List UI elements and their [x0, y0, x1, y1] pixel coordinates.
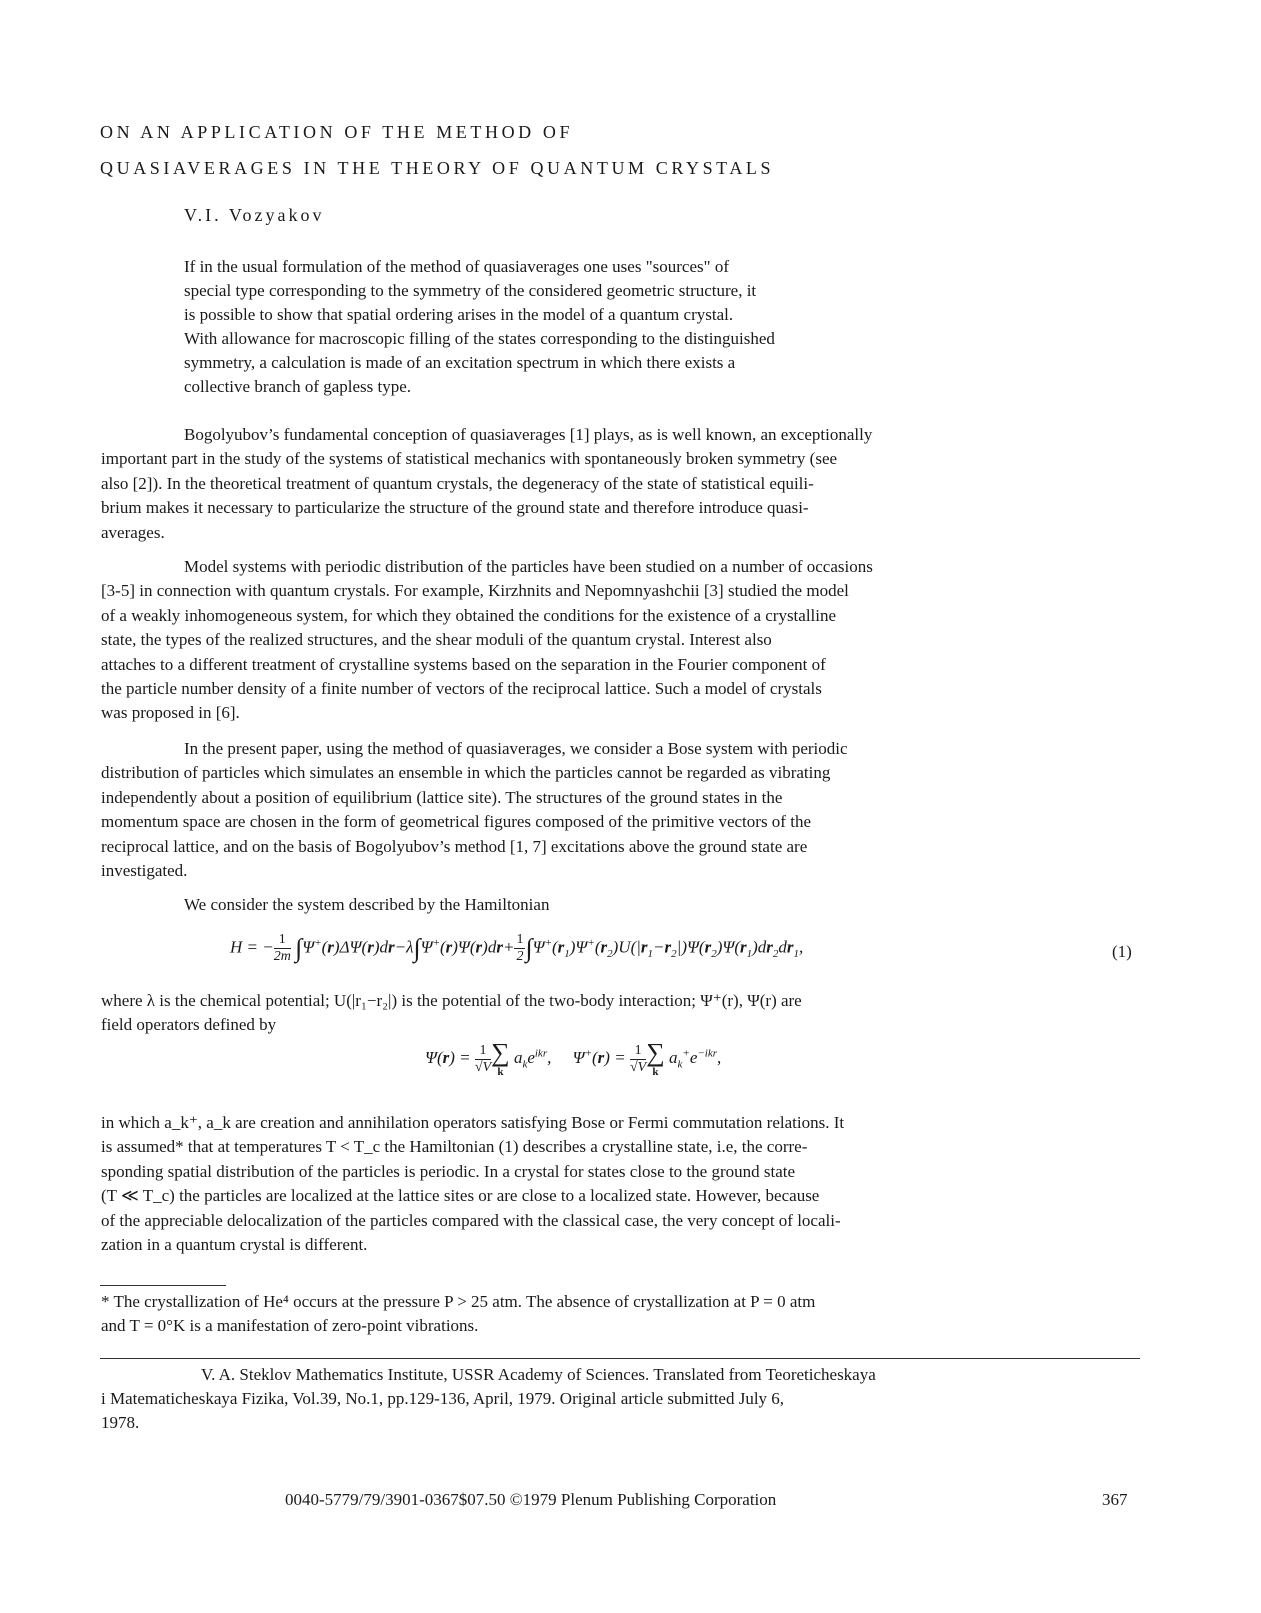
text-line: zation in a quantum crystal is different.	[101, 1235, 368, 1255]
abstract	[184, 255, 1004, 399]
affiliation-line: i Matematicheskaya Fizika, Vol.39, No.1, pp.129-136, April, 1979. Original article submitted July 6,	[101, 1389, 785, 1408]
affiliation-note	[101, 1363, 1141, 1435]
text-line: the particle number density of a finite number of vectors of the reciprocal lattice. Such a model of crystals	[101, 679, 822, 699]
text-line: attaches to a different treatment of crystalline systems based on the separation in the Fourier component of	[101, 654, 826, 674]
text-line: Bogolyubov’s fundamental conception of quasiaverages [1] plays, as is well known, an exceptionally	[184, 425, 873, 444]
text-line: also [2]). In the theoretical treatment of quantum crystals, the degeneracy of the state of statistical equili-	[101, 473, 814, 493]
text-line: where λ is the chemical potential; U(|r₁−r₂|) is the potential of the two-body interaction; Ψ⁺(r), Ψ(r) are	[101, 991, 802, 1010]
text-line: [3-5] in connection with quantum crystals. For example, Kirzhnits and Nepomnyashchii [3] studied the model	[101, 581, 849, 601]
abstract-line: symmetry, a calculation is made of an excitation spectrum in which there exists a	[184, 353, 736, 372]
paragraph-5	[101, 989, 1136, 1038]
text-line: brium makes it necessary to particularize the structure of the ground state and therefore introduce quasi-	[101, 498, 809, 518]
affiliation-line: 1978.	[101, 1413, 140, 1432]
text-line: is assumed* that at temperatures T < T_c the Hamiltonian (1) describes a crystalline state, i.e, the corre-	[101, 1137, 808, 1157]
footnote-line: * The crystallization of He⁴ occurs at the pressure P > 25 atm. The absence of crystallization at P = 0 atm	[101, 1292, 816, 1311]
text-line: We consider the system described by the Hamiltonian	[184, 895, 550, 914]
text-line: in which a_k⁺, a_k are creation and annihilation operators satisfying Bose or Fermi commutation relations. It	[101, 1113, 845, 1132]
paragraph-1	[101, 423, 1136, 545]
field-operator-equation: Ψ(r) = $\frac{1}{√V}$ ∑ k $a_ke^{ikr}$, Ψ+(r) = $\frac{1}{√V}$ ∑ k $a_k^+e^{-ikr}$,	[425, 1038, 722, 1078]
text-line: distribution of particles which simulates an ensemble in which the particles cannot be regarded as vibrating	[101, 763, 831, 783]
affiliation-rule	[100, 1358, 1140, 1359]
footnote-rule	[100, 1285, 226, 1286]
abstract-line: is possible to show that spatial ordering arises in the model of a quantum crystal.	[184, 305, 734, 324]
abstract-line: special type corresponding to the symmetry of the considered geometric structure, it	[184, 281, 757, 300]
text-line: of a weakly inhomogeneous system, for which they obtained the conditions for the existence of a crystalline	[101, 605, 837, 625]
paragraph-6	[101, 1111, 1136, 1257]
text-line: momentum space are chosen in the form of geometrical figures composed of the primitive vectors of the	[101, 812, 811, 832]
paragraph-4	[101, 893, 1136, 917]
abstract-line: If in the usual formulation of the method of quasiaverages one uses "sources" of	[184, 257, 729, 276]
author-name: V.I. Vozyakov	[184, 205, 325, 225]
text-line: In the present paper, using the method of quasiaverages, we consider a Bose system with periodic	[184, 739, 848, 758]
abstract-line: With allowance for macroscopic filling of the states corresponding to the distinguished	[184, 329, 775, 348]
text-line: reciprocal lattice, and on the basis of Bogolyubov’s method [1, 7] excitations above the ground state are	[101, 836, 808, 856]
text-line: Model systems with periodic distribution of the particles have been studied on a number of occasions	[184, 557, 873, 576]
text-line: state, the types of the realized structures, and the shear moduli of the quantum crystal. Interest also	[101, 630, 772, 650]
text-line: important part in the study of the systems of statistical mechanics with spontaneously broken symmetry (see	[101, 449, 838, 469]
page-number: 367	[1102, 1490, 1128, 1509]
affiliation-line: V. A. Steklov Mathematics Institute, USSR Academy of Sciences. Translated from Teoreticheskaya	[201, 1365, 876, 1384]
text-line: investigated.	[101, 861, 188, 881]
paper-title-line-1: ON AN APPLICATION OF THE METHOD OF	[100, 122, 574, 142]
footnote	[101, 1290, 1141, 1338]
copyright-footer: 0040-5779/79/3901-0367$07.50 ©1979 Plenum Publishing Corporation	[285, 1490, 777, 1509]
text-line: independently about a position of equilibrium (lattice site). The structures of the ground states in the	[101, 787, 783, 807]
text-line: of the appreciable delocalization of the particles compared with the classical case, the very concept of locali-	[101, 1210, 841, 1230]
text-line: averages.	[101, 522, 165, 542]
footnote-line: and T = 0°K is a manifestation of zero-point vibrations.	[101, 1316, 479, 1335]
text-line: (T ≪ T_c) the particles are localized at the lattice sites or are close to a localized state. However, because	[101, 1186, 820, 1206]
equation-number: (1)	[1112, 942, 1132, 961]
paragraph-2	[101, 555, 1136, 726]
text-line: was proposed in [6].	[101, 703, 240, 723]
text-line: field operators defined by	[101, 1015, 277, 1035]
text-line: sponding spatial distribution of the particles is periodic. In a crystal for states close to the ground state	[101, 1161, 796, 1181]
paper-title-line-2: QUASIAVERAGES IN THE THEORY OF QUANTUM CRYSTALS	[100, 158, 775, 178]
paragraph-3	[101, 737, 1136, 883]
abstract-line: collective branch of gapless type.	[184, 377, 412, 396]
hamiltonian-equation: H = − $\frac{1}{2m}$ ∫Ψ+(r)ΔΨ(r)dr−λ∫Ψ+(r)Ψ(r)dr+ $\frac{1}{2}$ $\int\Psi^+(r_1)\Psi^+(r_2)U(|r_1-r_2|)\Psi(r_2)\Psi(r_1)dr_2dr_1$,	[230, 932, 804, 964]
